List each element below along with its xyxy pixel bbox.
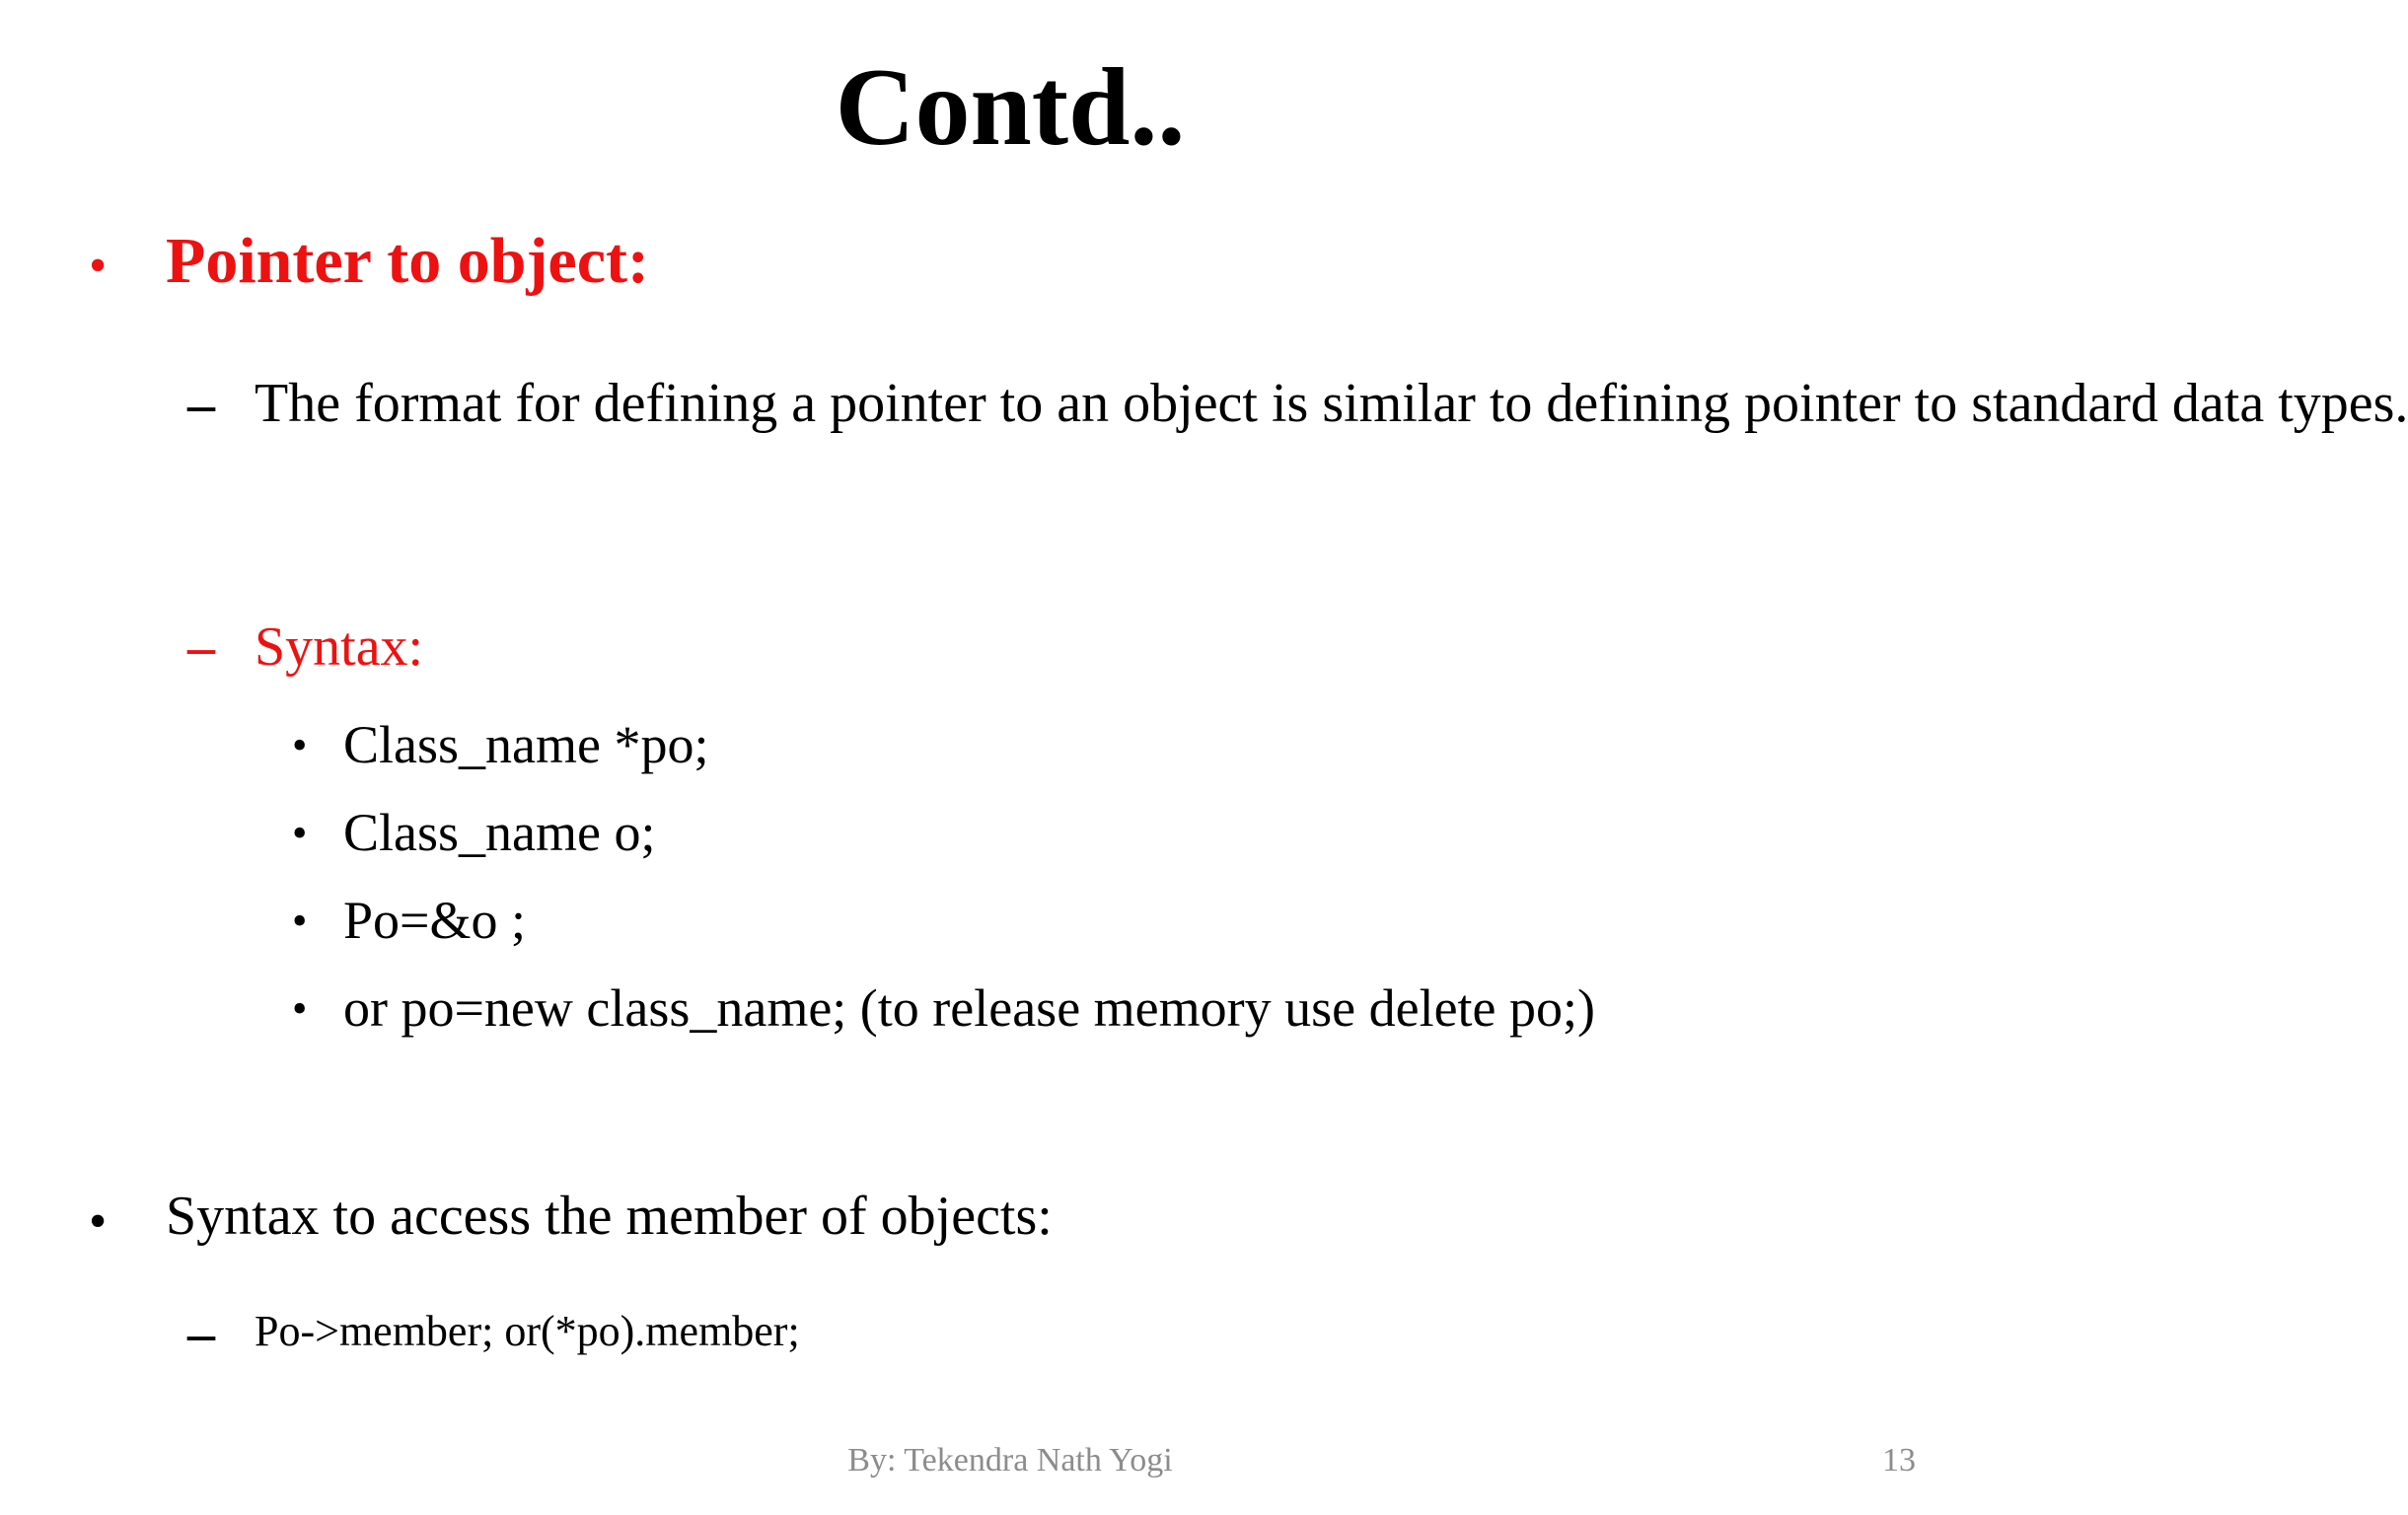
section-heading: Pointer to object: bbox=[166, 225, 649, 297]
bullet-syntax bbox=[0, 617, 2020, 686]
access-heading: Syntax to access the member of objects: bbox=[166, 1186, 1053, 1247]
code-line-item bbox=[0, 978, 2020, 1045]
bullet-dot-icon: • bbox=[292, 721, 308, 769]
bullet-dot-icon: • bbox=[89, 1193, 108, 1250]
member-access-example: Po->member; or(*po).member; bbox=[255, 1307, 800, 1355]
code-line-item bbox=[0, 715, 2020, 781]
syntax-label: Syntax: bbox=[255, 616, 424, 678]
bullet-dot-icon: • bbox=[292, 984, 308, 1033]
slide-title: Contd.. bbox=[835, 46, 1186, 169]
footer-author: By: Tekendra Nath Yogi bbox=[847, 1442, 1173, 1479]
bullet-member-access bbox=[0, 1303, 2020, 1365]
bullet-access-syntax bbox=[0, 1186, 2020, 1258]
bullet-dot-icon: • bbox=[292, 809, 308, 857]
code-line-item bbox=[0, 803, 2020, 869]
description-text: The format for defining a pointer to an object is similar to defining pointer to standard data types. bbox=[255, 373, 2408, 434]
code-line-item bbox=[0, 891, 2020, 957]
code-line: Class_name o; bbox=[343, 803, 656, 862]
dash-icon: – bbox=[187, 374, 215, 435]
code-line: Po=&o ; bbox=[343, 891, 526, 950]
bullet-description bbox=[0, 345, 2408, 582]
dash-icon: – bbox=[187, 616, 215, 678]
code-line: or po=new class_name; (to release memory use delete po;) bbox=[343, 978, 1595, 1038]
page-number: 13 bbox=[1882, 1442, 1916, 1479]
bullet-dot-icon: • bbox=[89, 238, 108, 294]
bullet-pointer-to-object bbox=[0, 225, 2020, 304]
dash-icon: – bbox=[187, 1303, 215, 1364]
bullet-dot-icon: • bbox=[292, 897, 308, 945]
code-line: Class_name *po; bbox=[343, 715, 709, 774]
